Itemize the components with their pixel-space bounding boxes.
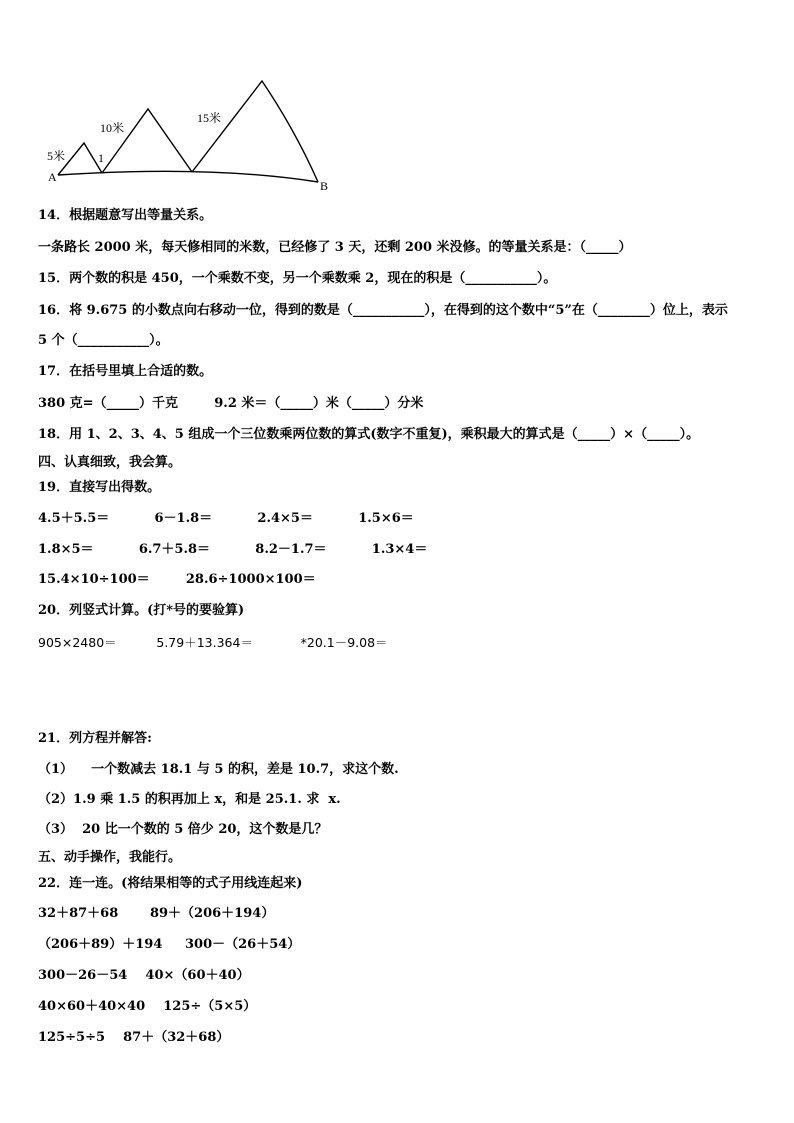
q19-row3: 15.4×10÷100＝ 28.6÷1000×100＝ (38, 572, 316, 587)
q22-row4: 40×60＋40×40 125÷（5×5） (38, 999, 257, 1014)
label-a: A (48, 170, 57, 184)
q20-title: 20．列竖式计算。(打*号的要验算) (38, 603, 245, 618)
section-5-heading: 五、动手操作，我能行。 (38, 850, 182, 865)
q14-title: 14．根据题意写出等量关系。 (38, 208, 213, 223)
label-b: B (320, 179, 329, 193)
q19-row1: 4.5＋5.5＝ 6－1.8＝ 2.4×5＝ 1.5×6＝ (38, 511, 414, 526)
q15: 15．两个数的积是 450，一个乘数不变，另一个乘数乘 2，现在的积是（___________）。 (38, 271, 557, 286)
q16-line1: 16．将 9.675 的小数点向右移动一位，得到的数是（___________），在得到的这个数中“5”在（________）位上，表示 (38, 303, 728, 318)
q22-title: 22．连一连。(将结果相等的式子用线连起来) (38, 876, 303, 891)
middle-peak (102, 109, 192, 173)
q22-row3: 300－26－54 40×（60＋40） (38, 968, 250, 983)
q21-part2: （2）1.9 乘 1.5 的积再加上 x，和是 25.1. 求 x. (38, 792, 341, 807)
q20-body: 905×2480＝ 5.79＋13.364＝ *20.1－9.08＝ (38, 635, 388, 650)
q17-title: 17．在括号里填上合适的数。 (38, 364, 213, 379)
label-15m: 15米 (197, 111, 222, 125)
q16-line2: 5 个（___________）。 (38, 333, 169, 348)
large-peak (192, 81, 318, 182)
q22-row1: 32＋87＋68 89＋（206＋194） (38, 906, 275, 921)
q21-title: 21．列方程并解答: (38, 731, 152, 746)
label-10m: 10米 (100, 121, 125, 135)
label-1: 1 (98, 151, 104, 165)
q22-row5: 125÷5÷5 87＋（32＋68） (38, 1030, 230, 1045)
q21-part1: （1） 一个数减去 18.1 与 5 的积，差是 10.7，求这个数. (38, 762, 399, 777)
ground-curve (58, 171, 318, 182)
q17-body: 380 克=（_____）千克 9.2 米＝（_____）米（_____）分米 (38, 396, 424, 411)
q21-part3: （3） 20 比一个数的 5 倍少 20，这个数是几？ (38, 822, 328, 837)
q19-row2: 1.8×5＝ 6.7＋5.8＝ 8.2－1.7＝ 1.3×4＝ (38, 542, 428, 557)
mountain-figure (40, 70, 340, 195)
section-4-heading: 四、认真细致，我会算。 (38, 455, 182, 470)
q14-body: 一条路长 2000 米，每天修相同的米数，已经修了 3 天，还剩 200 米没修。的等量关系是：（_____） (38, 240, 632, 255)
q19-title: 19．直接写出得数。 (38, 480, 161, 495)
q18: 18．用 1、2、3、4、5 组成一个三位数乘两位数的算式(数字不重复)，乘积最大的算式是（_____）×（_____）。 (38, 427, 700, 442)
label-5m: 5米 (47, 149, 66, 163)
q22-row2: （206＋89）＋194 300－（26＋54） (38, 937, 301, 952)
